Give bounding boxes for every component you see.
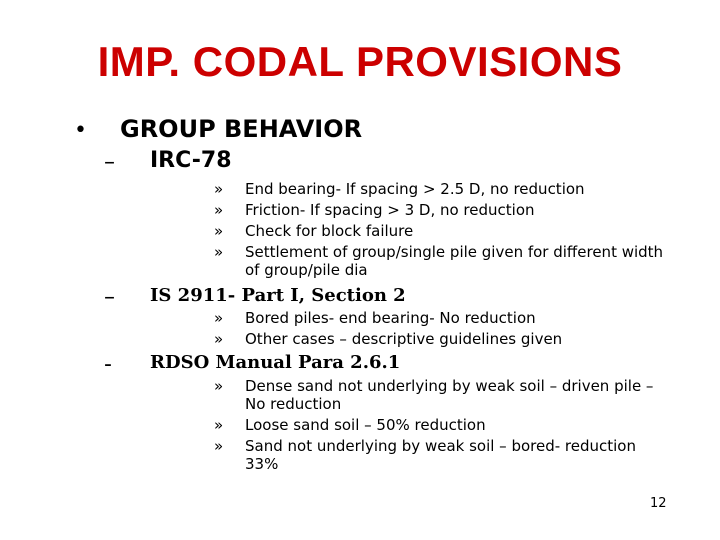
list-item: End bearing- If spacing > 2.5 D, no reduction [245,180,585,198]
bullet-marker: • [74,118,87,143]
sub-marker: » [214,330,224,348]
section-heading-irc78: IRC-78 [150,148,232,173]
sub-marker: » [214,201,224,219]
section-marker: – [104,285,115,310]
sub-marker: » [214,377,224,395]
sub-marker: » [214,180,224,198]
section-heading-is2911: IS 2911- Part I, Section 2 [150,285,406,306]
list-item: Bored piles- end bearing- No reduction [245,309,536,327]
list-item: Check for block failure [245,222,414,240]
list-item: Other cases – descriptive guidelines given [245,330,563,348]
sub-marker: » [214,222,224,240]
section-heading-rdso: RDSO Manual Para 2.6.1 [150,352,401,373]
section-marker: – [104,150,115,175]
sub-marker: » [214,416,224,434]
section-marker: - [104,352,112,377]
page-number: 12 [650,496,667,511]
list-item: Dense sand not underlying by weak soil – driven pile – No reduction [245,377,654,413]
sub-marker: » [214,309,224,327]
slide-title: IMP. CODAL PROVISIONS [97,38,623,85]
list-item: Sand not underlying by weak soil – bored- reduction 33% [245,437,636,473]
sub-marker: » [214,437,224,455]
list-item: Friction- If spacing > 3 D, no reduction [245,201,535,219]
group-behavior-heading: GROUP BEHAVIOR [120,115,363,143]
list-item: Settlement of group/single pile given for different width of group/pile dia [245,243,664,279]
sub-marker: » [214,243,224,261]
list-item: Loose sand soil – 50% reduction [245,416,486,434]
